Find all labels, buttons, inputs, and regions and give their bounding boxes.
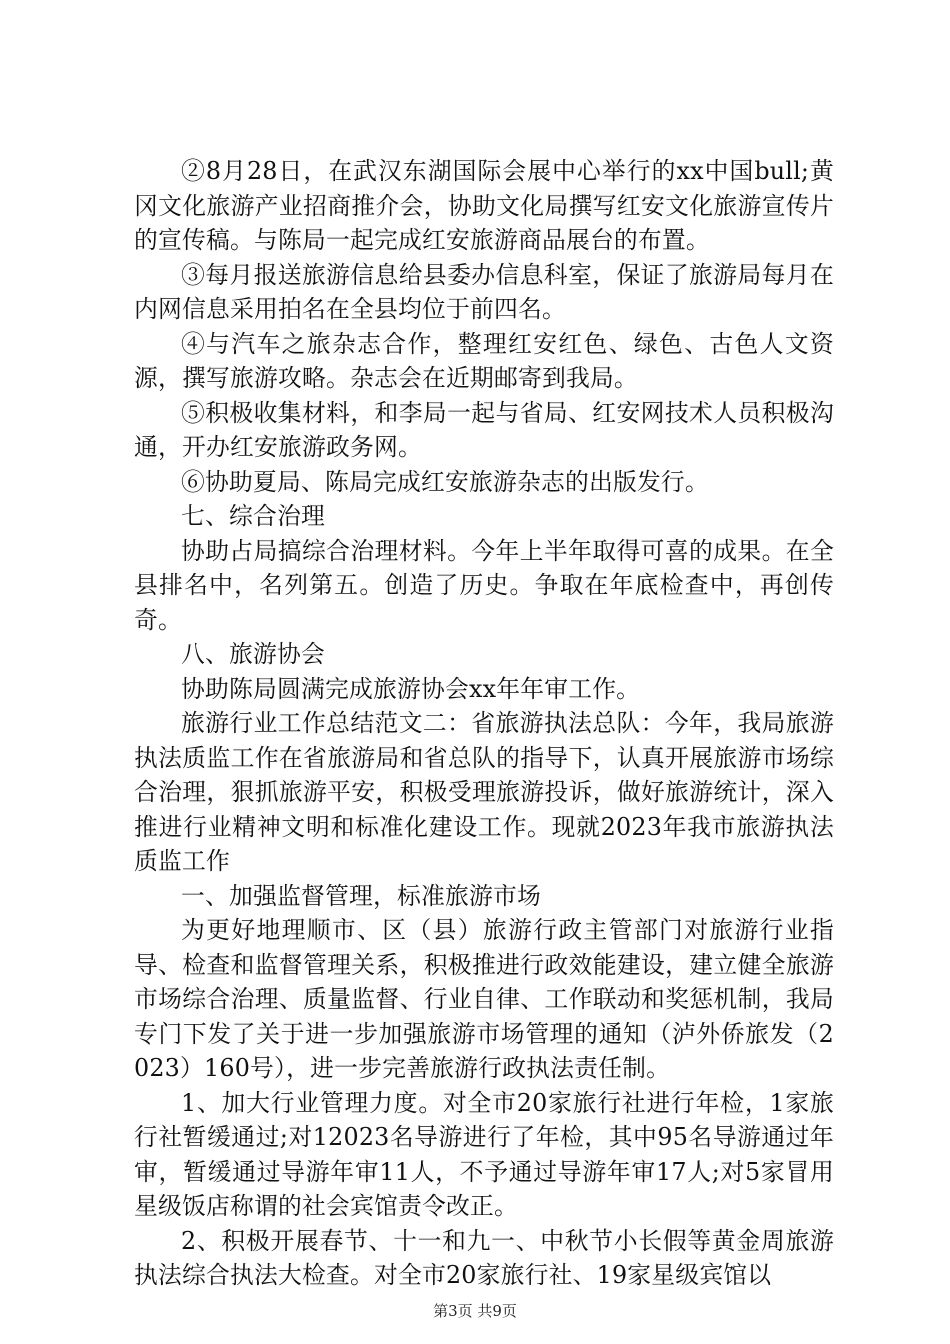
page-number-footer: 第3页 共9页 xyxy=(433,1302,517,1320)
section-heading-comprehensive-governance: 七、综合治理 xyxy=(181,502,325,530)
paragraph-item-5: ⑤积极收集材料，和李局一起与省局、红安网技术人员积极沟通，开办红安旅游政务网。 xyxy=(134,398,834,461)
paragraph-holiday-inspection: 2、积极开展春节、十一和九一、中秋节小长假等黄金周旅游执法综合执法大检查。对全市20家旅行社、19家星级宾馆以 xyxy=(134,1226,834,1289)
paragraph-tourism-association: 协助陈局圆满完成旅游协会xx年年审工作。 xyxy=(181,674,641,703)
paragraph-industry-management: 1、加大行业管理力度。对全市20家旅行社进行年检，1家旅行社暂缓通过;对12023名导游进行了年检，其中95名导游通过年审，暂缓通过导游年审11人，不予通过导游年审17人;对5家冒用星级饭店称谓的社会宾馆责令改正。 xyxy=(134,1088,834,1220)
section-heading-supervision: 一、加强监督管理，标准旅游市场 xyxy=(181,881,541,910)
paragraph-summary-sample-two: 旅游行业工作总结范文二：省旅游执法总队：今年，我局旅游执法质监工作在省旅游局和省总队的指导下，认真开展旅游市场综合治理，狠抓旅游平安，积极受理旅游投诉，做好旅游统计，深入推进行业精神文明和标准化建设工作。现就2023年我市旅游执法质监工作 xyxy=(134,709,834,875)
paragraph-item-2: ②8月28日，在武汉东湖国际会展中心举行的xx中国bull;黄冈文化旅游产业招商推介会，协助文化局撰写红安文化旅游宣传片的宣传稿。与陈局一起完成红安旅游商品展台的布置。 xyxy=(134,157,834,254)
section-heading-tourism-association: 八、旅游协会 xyxy=(181,640,325,668)
paragraph-comprehensive-governance: 协助占局搞综合治理材料。今年上半年取得可喜的成果。在全县排名中，名列第五。创造了历史。争取在年底检查中，再创传奇。 xyxy=(134,536,834,634)
paragraph-item-6: ⑥协助夏局、陈局完成红安旅游杂志的出版发行。 xyxy=(181,467,709,496)
paragraph-item-3: ③每月报送旅游信息给县委办信息科室，保证了旅游局每月在内网信息采用拍名在全县均位于前四名。 xyxy=(134,260,834,323)
document-body xyxy=(134,154,834,1293)
paragraph-supervision: 为更好地理顺市、区（县）旅游行政主管部门对旅游行业指导、检查和监督管理关系，积极推进行政效能建设，建立健全旅游市场综合治理、质量监督、行业自律、工作联动和奖惩机制，我局专门下发了关于进一步加强旅游市场管理的通知（泸外侨旅发（2023）160号），进一步完善旅游行政执法责任制。 xyxy=(134,916,834,1082)
paragraph-item-4: ④与汽车之旅杂志合作，整理红安红色、绿色、古色人文资源，撰写旅游攻略。杂志会在近期邮寄到我局。 xyxy=(134,329,834,392)
